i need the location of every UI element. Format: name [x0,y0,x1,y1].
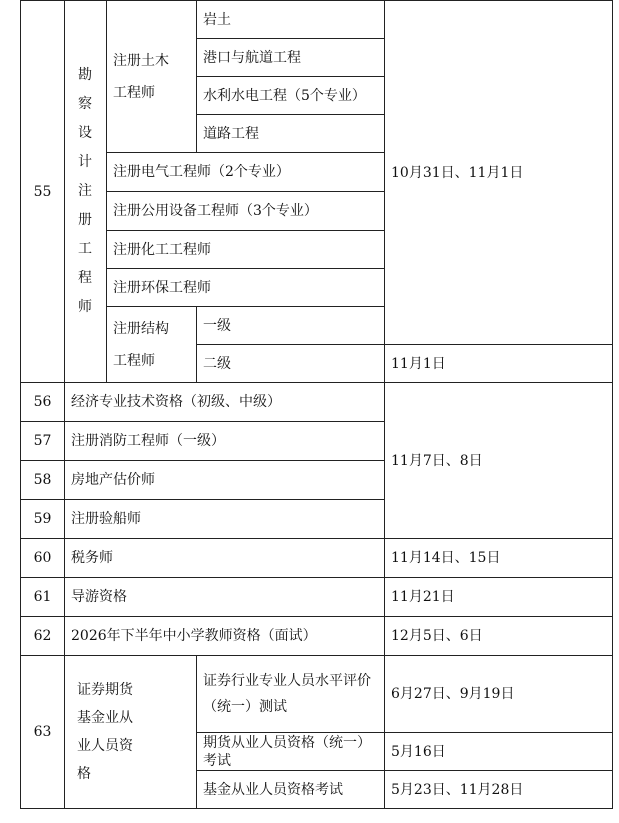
qualification-cell: 2026年下半年中小学教师资格（面试） [65,617,385,656]
qualification-cell: 期货从业人员资格（统一）考试 [197,733,385,771]
row-number: 59 [21,500,65,539]
civil-engineer-label [107,1,197,153]
qualification-cell: 注册环保工程师 [107,269,385,307]
qualification-cell: 注册电气工程师（2个专业） [107,153,385,192]
qualification-cell [197,656,385,733]
category-line: 格 [77,766,91,782]
exam-date-cell: 11月1日 [385,345,613,383]
exam-date-cell: 6月27日、9月19日 [385,656,613,733]
qualification-cell: 注册公用设备工程师（3个专业） [107,192,385,231]
specialty-cell: 岩土 [197,1,385,39]
structural-label-line1: 注册结构 [113,320,169,337]
exam-date-cell: 11月21日 [385,578,613,617]
qualification-cell: 基金从业人员资格考试 [197,771,385,809]
row-number: 55 [21,1,65,383]
qualification-cell: 注册消防工程师（一级） [65,422,385,461]
exam-date-cell: 11月14日、15日 [385,539,613,578]
row-number: 62 [21,617,65,656]
exam-date-cell: 11月7日、8日 [385,383,613,539]
row-number: 63 [21,656,65,809]
table-row [21,578,613,617]
row-number: 56 [21,383,65,422]
row-number: 58 [21,461,65,500]
structural-label-line2: 工程师 [113,352,155,369]
category-cell [65,1,107,383]
category-line: 证券期货 [77,682,133,698]
qualification-cell: 导游资格 [65,578,385,617]
table-row [21,539,613,578]
qualification-cell: 注册化工工程师 [107,231,385,269]
category-label: 勘察设计注册工程师 [78,67,94,315]
exam-date-cell: 5月23日、11月28日 [385,771,613,809]
exam-date-cell: 10月31日、11月1日 [385,1,613,345]
category-line: 基金业从 [77,710,133,726]
level-cell: 一级 [197,307,385,345]
row-number: 61 [21,578,65,617]
qualification-cell: 注册验船师 [65,500,385,539]
civil-label-line2: 工程师 [113,84,155,101]
exam-date-cell: 5月16日 [385,733,613,771]
row-number: 57 [21,422,65,461]
specialty-cell: 港口与航道工程 [197,39,385,77]
table-row [21,383,613,422]
civil-label-line1: 注册土木 [113,52,169,69]
specialty-cell: 水利水电工程（5个专业） [197,77,385,115]
qualification-cell: 经济专业技术资格（初级、中级） [65,383,385,422]
specialty-cell: 道路工程 [197,115,385,153]
qualification-cell: 税务师 [65,539,385,578]
table-row [21,656,613,733]
table-row [21,617,613,656]
exam-schedule-table [20,0,613,809]
level-cell: 二级 [197,345,385,383]
category-cell [65,656,197,809]
exam-date-cell: 12月5日、6日 [385,617,613,656]
category-line: 业人员资 [77,738,133,754]
securities-label: 证券行业专业人员水平评价（统一）测试 [203,673,371,715]
structural-engineer-label [107,307,197,383]
row-number: 60 [21,539,65,578]
qualification-cell: 房地产估价师 [65,461,385,500]
table-row [21,1,613,39]
